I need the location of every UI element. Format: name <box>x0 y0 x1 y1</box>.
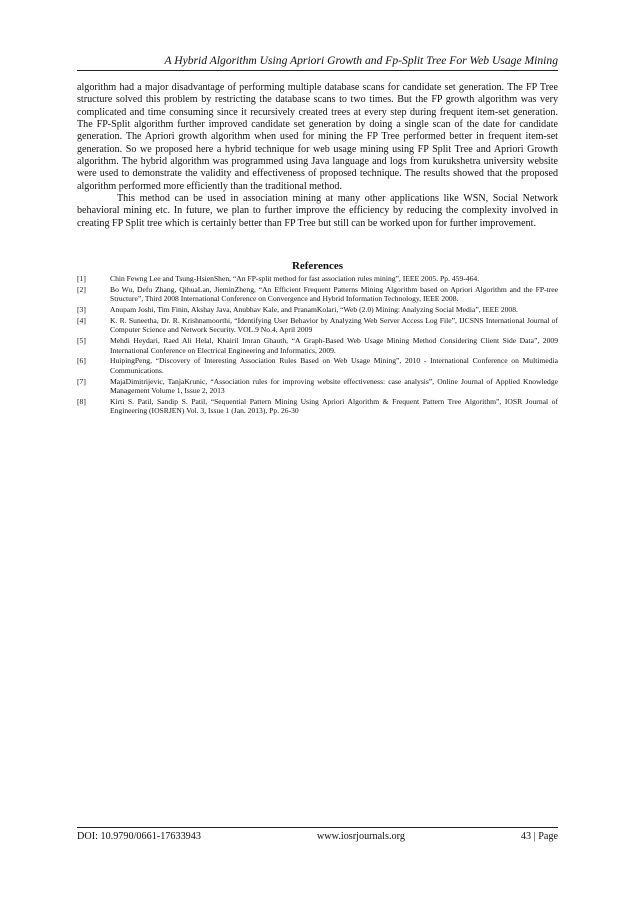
reference-item <box>77 316 558 335</box>
footer-doi: DOI: 10.9790/0661-17633943 <box>77 831 201 842</box>
reference-number: [6] <box>77 356 86 366</box>
reference-number: [3] <box>77 305 86 315</box>
reference-text: Bo Wu, Defu Zhang, QihuaLan, JieminZheng, “An Efficient Frequent Patterns Mining Algorithm based on Apriori Algorithm and the FP-tree Structure”, Third 2008 International Conference on Convergence and Hybrid Information Technology, IEEE 2008. <box>110 284 558 304</box>
reference-number: [1] <box>77 274 86 283</box>
reference-text: Mehdi Heydari, Raed Ali Helal, Khairil Imran Ghauth, “A Graph-Based Web Usage Mining Method Considering Client Side Data”, 2009 International Conference on Electrical Engineering and Informatics, 2009. <box>110 336 558 355</box>
reference-item <box>77 305 558 315</box>
body-paragraph: This method can be used in association mining at many other applications like WSN, Social Network behavioral mining etc. In future, we plan to further improve the efficiency by reducing the complexity involved in creating FP Split tree which is certainly better than FP Tree but still can be worked upon for further improvement. <box>77 193 558 229</box>
footer-page-number: 43 | Page <box>520 831 558 842</box>
reference-list <box>77 274 558 417</box>
reference-item <box>77 377 558 396</box>
reference-text: Anupam Joshi, Tim Finin, Akshay Java, Anubhav Kale, and PranamKolari, “Web (2.0) Mining: Analyzing Social Media”, IEEE 2008. <box>110 305 518 315</box>
reference-text: Kirti S. Patil, Sandip S. Patil, “Sequential Pattern Mining Using Apriori Algorithm & Frequent Pattern Tree Algorithm”, IOSR Journal of Engineering (IOSRJEN) Vol. 3, Issue 1 (Jan. 2013), Pp. 26-30 <box>110 396 558 416</box>
reference-number: [8] <box>77 396 86 406</box>
body-text <box>77 82 558 230</box>
reference-number: [2] <box>77 284 86 294</box>
references-heading: References <box>291 260 344 272</box>
reference-item <box>77 356 558 375</box>
reference-item <box>77 274 558 284</box>
footer-rule <box>77 827 558 828</box>
reference-text: HuipingPeng, “Discovery of Interesting Association Rules Based on Web Usage Mining”, 2010 - International Conference on Multimedia Communications. <box>110 356 558 375</box>
reference-text: K. R. Suneetha, Dr. R. Krishnamoorthi, “Identifying User Behavior by Analyzing Web Server Access Log File”, IJCSNS International Journal of Computer Science and Network Security. VOL.9 No.4, April 2009 <box>110 315 558 335</box>
reference-text: Chin Fewng Lee and Tsung-HsienShen, “An FP-split method for fast association rules mining”, IEEE 2005. Pp. 459-464. <box>110 274 480 283</box>
header-rule <box>77 70 558 71</box>
body-paragraph: algorithm had a major disadvantage of performing multiple database scans for candidate set generation. The FP Tree structure solved this problem by restricting the database scans to two times. But the FP growth algorithm was very complicated and time consuming since it recursively created trees at every step during frequent item-set generation. The FP-Split algorithm further improved candidate set generation by doing a single scan of the date for candidate generation. The Apriori growth algorithm when used for mining the FP Tree performed better in frequent item-set generation. So we proposed here a hybrid technique for web usage mining using FP Split Tree and Apriori Growth algorithm. The hybrid algorithm was programmed using Java language and logs from kurukshetra university website were used to demonstrate the validity and effectiveness of proposed technique. The results showed that the proposed algorithm performed more efficiently than the traditional method. <box>77 82 558 192</box>
page-footer <box>77 831 558 843</box>
reference-item <box>77 285 558 304</box>
footer-website: www.iosrjournals.org <box>316 831 405 842</box>
reference-number: [4] <box>77 315 86 325</box>
reference-item <box>77 336 558 355</box>
reference-number: [5] <box>77 336 86 346</box>
running-title: A Hybrid Algorithm Using Apriori Growth and Fp-Split Tree For Web Usage Mining <box>164 54 558 67</box>
reference-item <box>77 397 558 416</box>
reference-text: MajaDimitrijevic, TanjaKrunic, “Association rules for improving website effectiveness: case analysis”, Online Journal of Applied Knowledge Management Volume 1, Issue 2, 2013 <box>110 376 558 396</box>
reference-number: [7] <box>77 376 86 386</box>
